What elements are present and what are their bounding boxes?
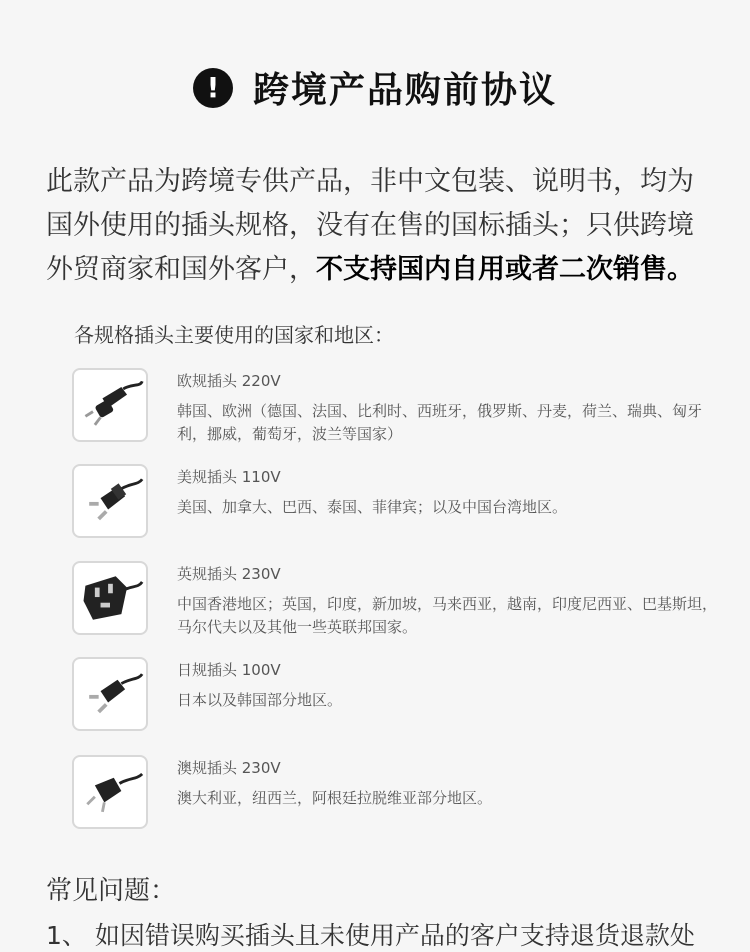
plug-name: 日规插头 100V bbox=[177, 661, 281, 679]
plug-desc: 日本以及韩国部分地区。 bbox=[177, 691, 343, 709]
plug-desc: 中国香港地区；英国，印度，新加坡，马来西亚，越南，印度尼西亚、巴基斯坦，马尔代夫以及其他一些英联邦国家。 bbox=[177, 595, 718, 636]
plug-item-uk bbox=[72, 561, 718, 639]
plug-item-jp bbox=[72, 657, 712, 735]
page-title: 跨境产品购前协议 bbox=[252, 70, 557, 111]
uk-plug-icon bbox=[72, 561, 148, 635]
plug-item-au bbox=[72, 755, 712, 833]
faq-title: 常见问题： bbox=[46, 876, 177, 906]
plug-name: 英规插头 230V bbox=[177, 565, 281, 583]
us-plug-icon bbox=[72, 464, 148, 538]
plug-desc: 韩国、欧洲（德国、法国、比利时、西班牙，俄罗斯、丹麦，荷兰、瑞典、匈牙利，挪威，葡萄牙，波兰等国家） bbox=[177, 402, 703, 443]
intro-emphasis: 不支持国内自用或者二次销售。 bbox=[316, 254, 694, 285]
header bbox=[0, 62, 750, 113]
plug-name: 澳规插头 230V bbox=[177, 759, 281, 777]
au-plug-icon bbox=[72, 755, 148, 829]
intro-paragraph bbox=[46, 160, 716, 292]
plug-name: 欧规插头 220V bbox=[177, 372, 281, 390]
eu-plug-icon bbox=[72, 368, 148, 442]
plugs-section-label: 各规格插头主要使用的国家和地区： bbox=[74, 323, 394, 347]
plug-item-eu bbox=[72, 368, 712, 446]
faq-item: 1、 如因错误购买插头且未使用产品的客户支持退货退款处 bbox=[46, 921, 695, 950]
exclamation-icon: ! bbox=[193, 68, 233, 108]
jp-plug-icon bbox=[72, 657, 148, 731]
intro-text: 此款产品为跨境专供产品，非中文包装、说明书，均为国外使用的插头规格，没有在售的国标插头；只供跨境外贸商家和国外客户， bbox=[46, 166, 694, 285]
plug-name: 美规插头 110V bbox=[177, 468, 281, 486]
plug-desc: 澳大利亚，纽西兰，阿根廷拉脱维亚部分地区。 bbox=[177, 789, 493, 807]
plug-desc: 美国、加拿大、巴西、泰国、菲律宾；以及中国台湾地区。 bbox=[177, 498, 568, 516]
plug-item-us bbox=[72, 464, 712, 542]
